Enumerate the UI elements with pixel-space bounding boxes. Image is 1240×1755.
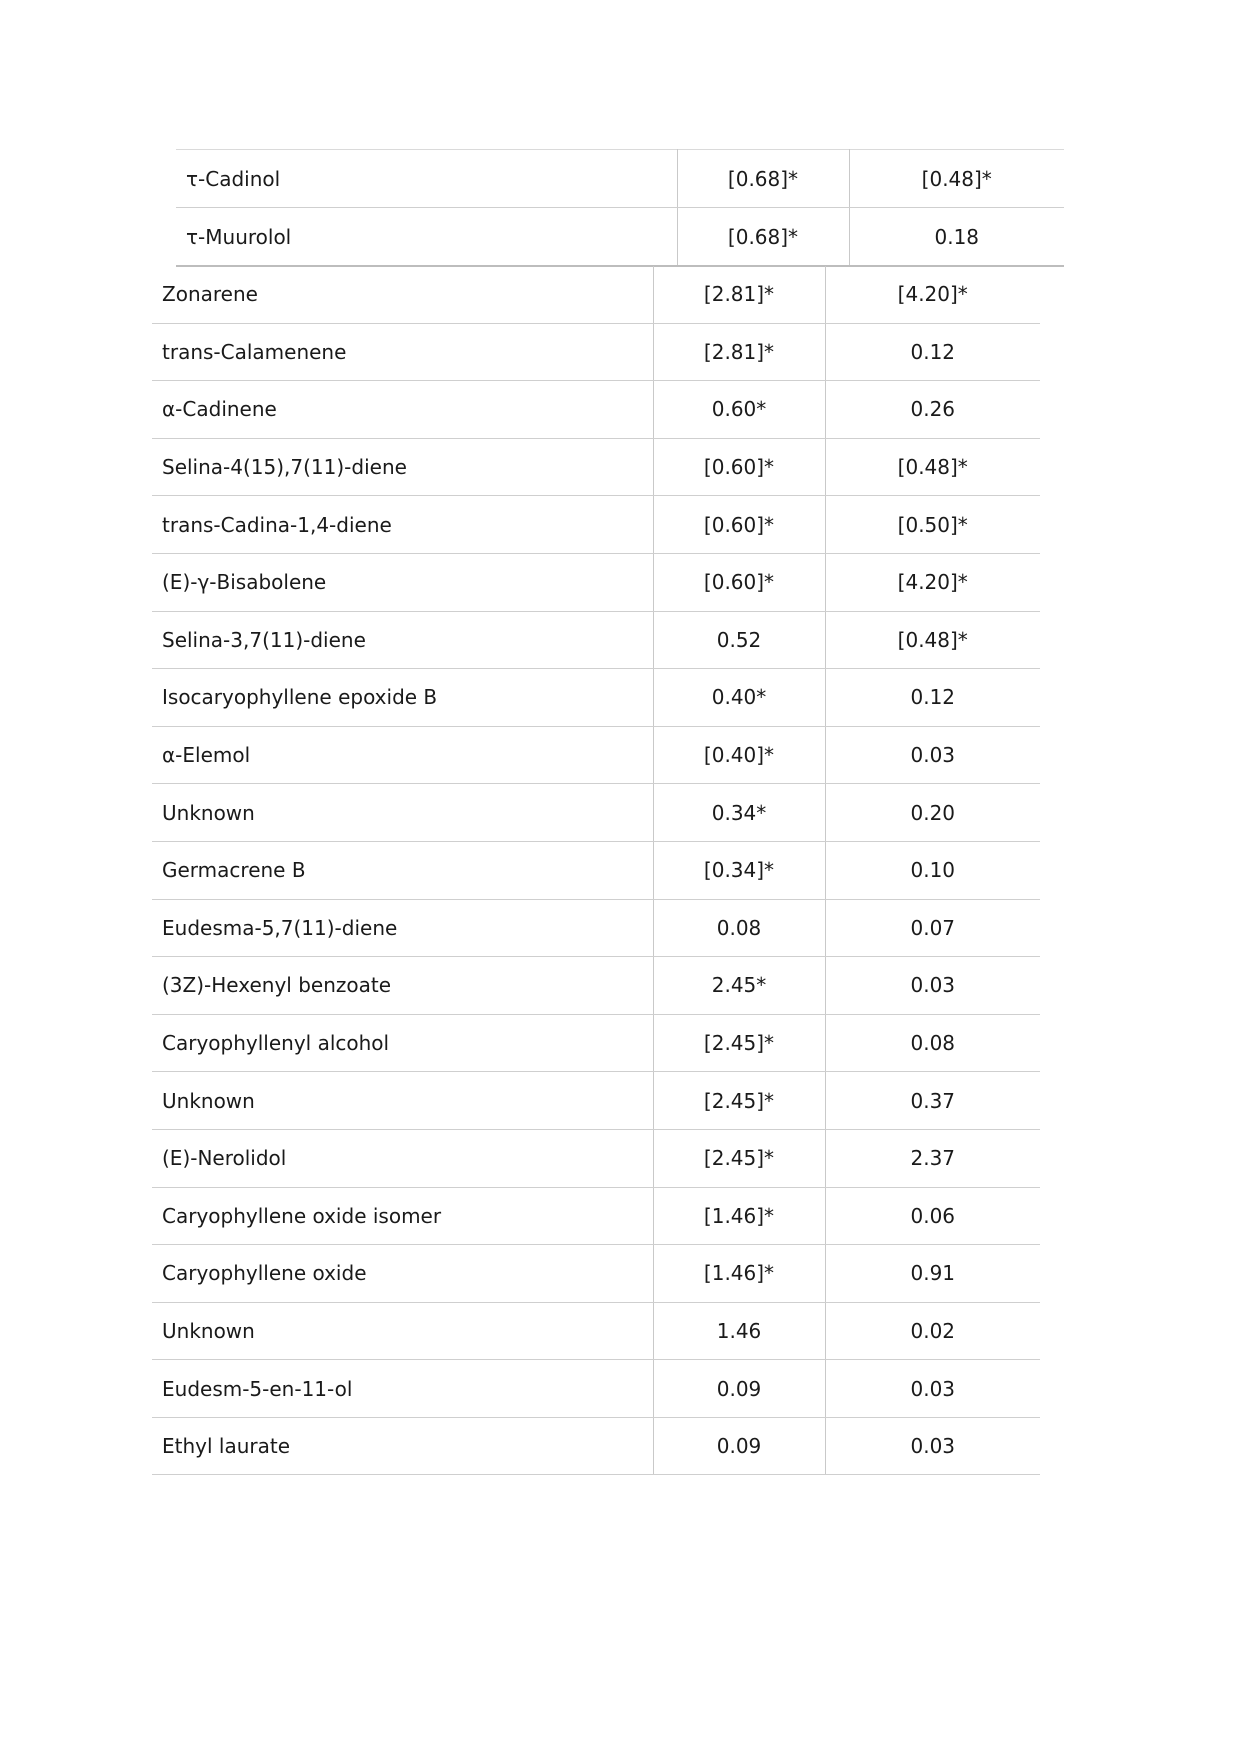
table-row — [152, 496, 1040, 554]
compound-name-cell: τ-Cadinol — [176, 150, 677, 208]
value-cell-2: 0.08 — [825, 1014, 1040, 1072]
table-row — [152, 1245, 1040, 1303]
table-row — [152, 611, 1040, 669]
value-cell-2: 0.10 — [825, 841, 1040, 899]
value-cell-1: [2.45]* — [653, 1129, 825, 1187]
compound-name-cell: α-Cadinene — [152, 381, 653, 439]
compound-name-cell: Eudesma-5,7(11)-diene — [152, 899, 653, 957]
value-cell-2: 0.26 — [825, 381, 1040, 439]
compound-name-cell: trans-Calamenene — [152, 323, 653, 381]
value-cell-2: 0.37 — [825, 1072, 1040, 1130]
value-cell-1: 0.40* — [653, 669, 825, 727]
value-cell-2: [0.48]* — [849, 150, 1064, 208]
value-cell-1: 2.45* — [653, 957, 825, 1015]
value-cell-2: 0.20 — [825, 784, 1040, 842]
table-row — [152, 438, 1040, 496]
compound-name-cell: Unknown — [152, 1072, 653, 1130]
compound-name-cell: Eudesm-5-en-11-ol — [152, 1360, 653, 1418]
compound-name-cell: Caryophyllene oxide — [152, 1245, 653, 1303]
value-cell-1: 0.60* — [653, 381, 825, 439]
continued-compound-table — [176, 149, 1064, 267]
table-row — [176, 150, 1064, 208]
table-row — [152, 957, 1040, 1015]
value-cell-1: [0.60]* — [653, 496, 825, 554]
table-row — [152, 669, 1040, 727]
value-cell-1: 0.09 — [653, 1360, 825, 1418]
table-row — [152, 784, 1040, 842]
value-cell-1: [0.60]* — [653, 553, 825, 611]
value-cell-2: 0.03 — [825, 1360, 1040, 1418]
table-row — [152, 899, 1040, 957]
value-cell-1: [0.34]* — [653, 841, 825, 899]
value-cell-2: 0.18 — [849, 208, 1064, 267]
value-cell-1: [0.68]* — [677, 208, 849, 267]
compound-name-cell: Caryophyllene oxide isomer — [152, 1187, 653, 1245]
value-cell-2: 2.37 — [825, 1129, 1040, 1187]
value-cell-2: [4.20]* — [825, 266, 1040, 323]
value-cell-2: [0.48]* — [825, 611, 1040, 669]
continued-table-body — [176, 150, 1064, 267]
value-cell-2: [0.50]* — [825, 496, 1040, 554]
table-row — [152, 381, 1040, 439]
table-row — [152, 1417, 1040, 1475]
value-cell-1: [2.45]* — [653, 1072, 825, 1130]
compound-name-cell: Caryophyllenyl alcohol — [152, 1014, 653, 1072]
value-cell-1: 0.08 — [653, 899, 825, 957]
value-cell-1: 0.09 — [653, 1417, 825, 1475]
value-cell-1: 0.34* — [653, 784, 825, 842]
table-row — [152, 726, 1040, 784]
value-cell-1: 1.46 — [653, 1302, 825, 1360]
table-row — [152, 266, 1040, 323]
compound-table — [152, 266, 1040, 1475]
table-row — [176, 208, 1064, 267]
compound-name-cell: Zonarene — [152, 266, 653, 323]
compound-name-cell: Isocaryophyllene epoxide B — [152, 669, 653, 727]
compound-name-cell: α-Elemol — [152, 726, 653, 784]
compound-name-cell: (3Z)-Hexenyl benzoate — [152, 957, 653, 1015]
value-cell-2: 0.03 — [825, 957, 1040, 1015]
value-cell-1: [1.46]* — [653, 1245, 825, 1303]
value-cell-2: [0.48]* — [825, 438, 1040, 496]
table-row — [152, 1302, 1040, 1360]
value-cell-2: [4.20]* — [825, 553, 1040, 611]
table-row — [152, 1014, 1040, 1072]
value-cell-2: 0.91 — [825, 1245, 1040, 1303]
value-cell-1: [2.81]* — [653, 266, 825, 323]
value-cell-1: [0.60]* — [653, 438, 825, 496]
value-cell-1: [0.68]* — [677, 150, 849, 208]
compound-name-cell: (E)-γ-Bisabolene — [152, 553, 653, 611]
compound-name-cell: Unknown — [152, 784, 653, 842]
compound-name-cell: Unknown — [152, 1302, 653, 1360]
table-row — [152, 1129, 1040, 1187]
table-row — [152, 553, 1040, 611]
value-cell-2: 0.07 — [825, 899, 1040, 957]
value-cell-2: 0.03 — [825, 726, 1040, 784]
compound-name-cell: Selina-3,7(11)-diene — [152, 611, 653, 669]
value-cell-2: 0.06 — [825, 1187, 1040, 1245]
value-cell-1: [2.81]* — [653, 323, 825, 381]
compound-name-cell: (E)-Nerolidol — [152, 1129, 653, 1187]
table-row — [152, 1072, 1040, 1130]
value-cell-1: 0.52 — [653, 611, 825, 669]
compound-table-body — [152, 266, 1040, 1475]
value-cell-2: 0.12 — [825, 669, 1040, 727]
value-cell-2: 0.02 — [825, 1302, 1040, 1360]
value-cell-1: [2.45]* — [653, 1014, 825, 1072]
compound-name-cell: Selina-4(15),7(11)-diene — [152, 438, 653, 496]
value-cell-2: 0.03 — [825, 1417, 1040, 1475]
compound-name-cell: Ethyl laurate — [152, 1417, 653, 1475]
table-row — [152, 1187, 1040, 1245]
table-row — [152, 841, 1040, 899]
compound-name-cell: trans-Cadina-1,4-diene — [152, 496, 653, 554]
table-row — [152, 323, 1040, 381]
value-cell-1: [0.40]* — [653, 726, 825, 784]
compound-name-cell: Germacrene B — [152, 841, 653, 899]
value-cell-2: 0.12 — [825, 323, 1040, 381]
value-cell-1: [1.46]* — [653, 1187, 825, 1245]
table-row — [152, 1360, 1040, 1418]
compound-name-cell: τ-Muurolol — [176, 208, 677, 267]
